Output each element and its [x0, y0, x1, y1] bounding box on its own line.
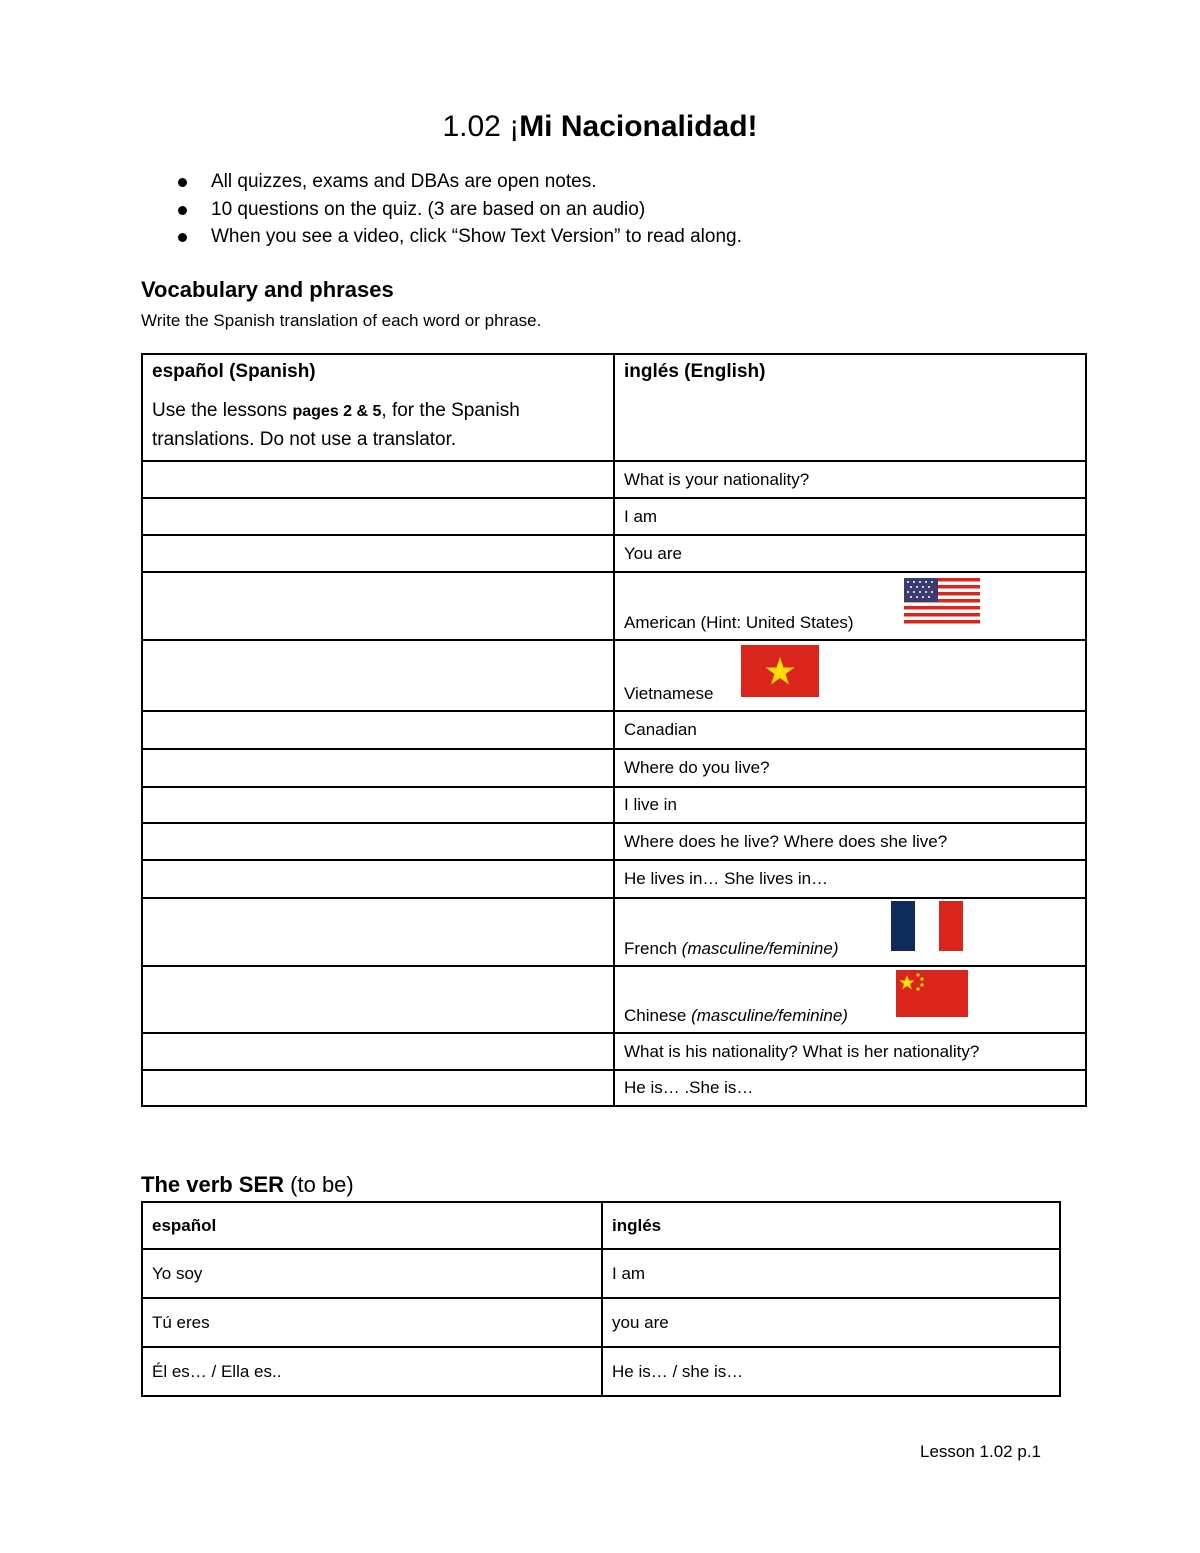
answer-cell[interactable]	[142, 498, 614, 535]
english-cell: Canadian	[614, 711, 1086, 749]
note-item: When you see a video, click “Show Text Version” to read along.	[178, 223, 742, 251]
english-cell	[614, 966, 1086, 1033]
ser-english-cell: you are	[602, 1298, 1060, 1347]
answer-cell[interactable]	[142, 1070, 614, 1106]
vocab-instruction: Write the Spanish translation of each word or phrase.	[141, 311, 542, 330]
english-cell: He lives in… She lives in…	[614, 860, 1086, 898]
title-number: 1.02	[442, 110, 510, 143]
answer-cell[interactable]	[142, 787, 614, 823]
table-row	[142, 498, 1086, 535]
answer-cell[interactable]	[142, 535, 614, 572]
ser-english-cell: He is… / she is…	[602, 1347, 1060, 1396]
english-cell: I live in	[614, 787, 1086, 823]
english-cell: What is his nationality? What is her nationality?	[614, 1033, 1086, 1070]
france-flag-icon	[891, 901, 963, 951]
table-row	[142, 640, 1086, 711]
title-inverted-mark: ¡	[509, 110, 520, 143]
ser-heading: The verb SER (to be)	[141, 1172, 354, 1197]
english-cell	[614, 572, 1086, 640]
english-cell: What is your nationality?	[614, 461, 1086, 498]
english-text: American (Hint: United States)	[624, 613, 854, 632]
answer-cell[interactable]	[142, 640, 614, 711]
english-cell	[614, 898, 1086, 966]
answer-cell[interactable]	[142, 966, 614, 1033]
vocab-header-row	[142, 354, 1086, 461]
english-cell	[614, 640, 1086, 711]
notes-list	[178, 168, 742, 251]
table-row	[142, 898, 1086, 966]
answer-cell[interactable]	[142, 860, 614, 898]
note-item: All quizzes, exams and DBAs are open notes.	[178, 168, 742, 196]
table-row	[142, 1033, 1086, 1070]
answer-cell[interactable]	[142, 1033, 614, 1070]
china-flag-icon	[896, 970, 968, 1017]
title-text: Mi Nacionalidad!	[519, 110, 758, 143]
table-row	[142, 1347, 1060, 1396]
ser-english-cell: I am	[602, 1249, 1060, 1298]
table-row	[142, 1070, 1086, 1106]
us-flag-icon	[904, 578, 980, 624]
ser-table	[141, 1201, 1061, 1397]
table-row	[142, 860, 1086, 898]
table-row	[142, 787, 1086, 823]
answer-cell[interactable]	[142, 898, 614, 966]
table-row	[142, 749, 1086, 787]
table-row	[142, 823, 1086, 860]
vocab-table	[141, 353, 1087, 1107]
lessons-note: Use the lessons pages 2 & 5, for the Spanish translations. Do not use a translator.	[152, 400, 520, 450]
table-row	[142, 1298, 1060, 1347]
col-english-label: inglés (English)	[624, 361, 766, 382]
col-spanish-label: español (Spanish)	[152, 361, 316, 382]
page-footer: Lesson 1.02 p.1	[920, 1442, 1041, 1461]
english-cell: You are	[614, 535, 1086, 572]
ser-col-spanish: español	[142, 1202, 602, 1249]
english-cell: I am	[614, 498, 1086, 535]
col-spanish-header	[142, 354, 614, 461]
table-row	[142, 572, 1086, 640]
ser-spanish-cell: Yo soy	[142, 1249, 602, 1298]
table-row	[142, 1249, 1060, 1298]
col-english-header	[614, 354, 1086, 461]
english-cell: Where does he live? Where does she live?	[614, 823, 1086, 860]
english-text: Chinese (masculine/feminine)	[624, 1006, 848, 1025]
answer-cell[interactable]	[142, 572, 614, 640]
answer-cell[interactable]	[142, 711, 614, 749]
answer-cell[interactable]	[142, 461, 614, 498]
answer-cell[interactable]	[142, 823, 614, 860]
ser-spanish-cell: Tú eres	[142, 1298, 602, 1347]
vocab-heading: Vocabulary and phrases	[141, 277, 394, 302]
table-row	[142, 535, 1086, 572]
answer-cell[interactable]	[142, 749, 614, 787]
table-row	[142, 461, 1086, 498]
english-cell: He is… .She is…	[614, 1070, 1086, 1106]
vietnam-flag-icon	[741, 645, 819, 697]
english-text: Vietnamese	[624, 684, 714, 703]
ser-spanish-cell: Él es… / Ella es..	[142, 1347, 602, 1396]
ser-header-row	[142, 1202, 1060, 1249]
english-cell: Where do you live?	[614, 749, 1086, 787]
english-text: French (masculine/feminine)	[624, 939, 839, 958]
table-row	[142, 711, 1086, 749]
table-row	[142, 966, 1086, 1033]
page-title	[0, 110, 1200, 144]
note-item: 10 questions on the quiz. (3 are based on an audio)	[178, 196, 742, 224]
ser-col-english: inglés	[602, 1202, 1060, 1249]
